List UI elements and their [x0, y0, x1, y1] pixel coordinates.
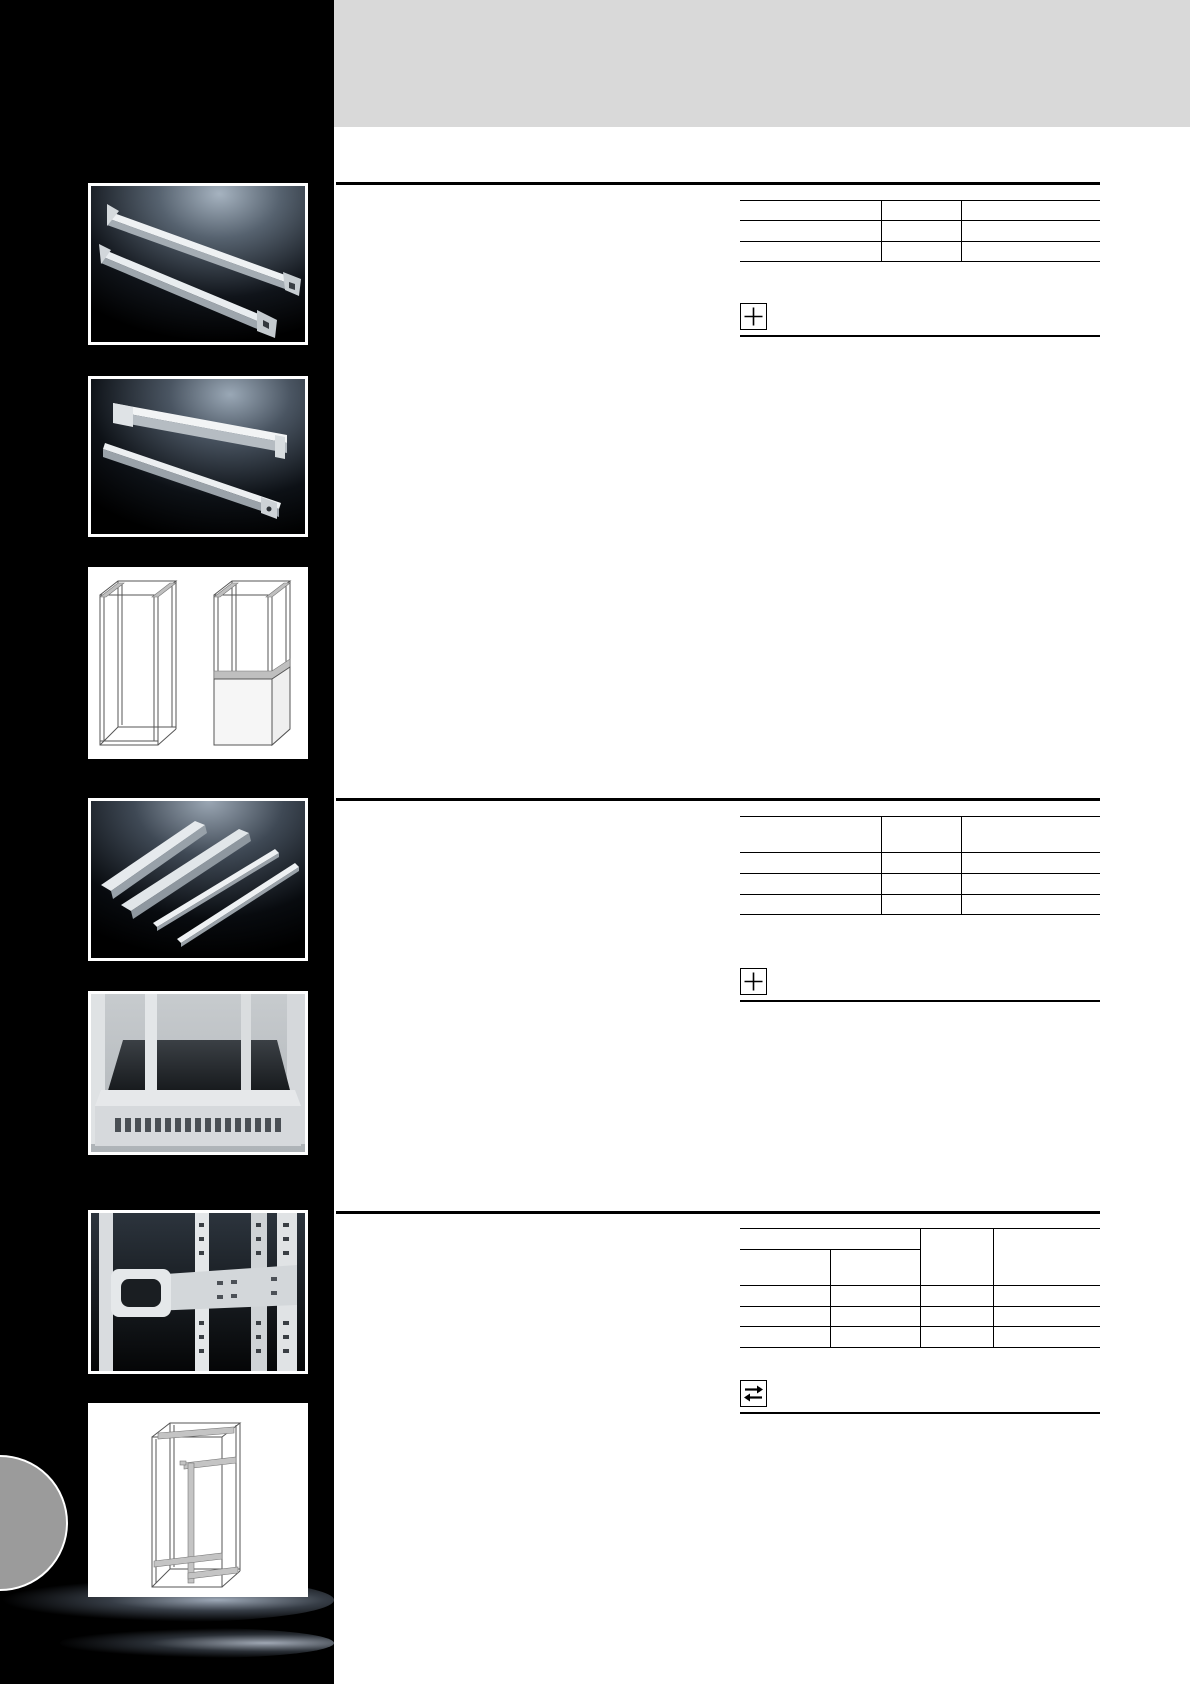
rails-photo: [91, 379, 305, 534]
bracket-photo: [91, 1213, 305, 1371]
table-cell: [993, 1229, 1100, 1286]
section-2-spec-table: [740, 816, 1100, 915]
table-cell: [920, 1307, 993, 1327]
table-cell: [740, 853, 881, 874]
product-photo-rails-3: [88, 798, 308, 961]
product-photo-rails-1: [88, 183, 308, 345]
table-cell: [740, 201, 881, 221]
table-row: [740, 1307, 1100, 1327]
table-cell: [740, 1327, 830, 1348]
cabinet-drawing-1: [88, 567, 308, 759]
section-1-accessory-rule: [740, 335, 1100, 337]
section-2-accessory-rule: [740, 1000, 1100, 1002]
product-photo-mounting-bracket: [88, 1210, 308, 1374]
swap-arrows-icon: [741, 1381, 766, 1406]
table-cell: [881, 221, 961, 242]
table-row: [740, 242, 1100, 262]
table-cell: [920, 1229, 993, 1286]
accessory-plus-icon: [740, 303, 767, 330]
table-row: [740, 1286, 1100, 1307]
table-header-row: [740, 1229, 1100, 1250]
table-cell: [993, 1307, 1100, 1327]
section-2-rule: [336, 798, 1100, 801]
table-group-header-cell: [740, 1229, 920, 1250]
section-3-spec-table: [740, 1228, 1100, 1348]
table-cell: [740, 895, 881, 915]
table-cell: [961, 221, 1100, 242]
table-cell: [961, 874, 1100, 895]
table-cell: [740, 817, 881, 853]
table-cell: [961, 201, 1100, 221]
table-cell: [740, 1307, 830, 1327]
table-header-row: [740, 201, 1100, 221]
table-cell: [740, 1286, 830, 1307]
table-cell: [881, 874, 961, 895]
rails-photo: [91, 801, 305, 958]
table-cell: [830, 1327, 920, 1348]
table-cell: [961, 853, 1100, 874]
table-cell: [830, 1250, 920, 1286]
table-row: [740, 874, 1100, 895]
rails-photo: [91, 186, 305, 342]
table-cell: [881, 853, 961, 874]
cabinet-drawing-2: [88, 1403, 308, 1597]
table-cell: [740, 242, 881, 262]
section-1-rule: [336, 182, 1100, 185]
section-3-rule: [336, 1211, 1100, 1214]
sidebar-light-streak-lower: [60, 1628, 334, 1658]
table-cell: [881, 817, 961, 853]
plus-icon: [741, 969, 766, 994]
table-cell: [881, 895, 961, 915]
table-cell: [993, 1286, 1100, 1307]
product-photo-cabinet-base: [88, 991, 308, 1155]
table-header-row: [740, 817, 1100, 853]
table-row: [740, 1327, 1100, 1348]
product-photo-rails-2: [88, 376, 308, 537]
section-1-spec-table: [740, 200, 1100, 262]
table-cell: [830, 1307, 920, 1327]
table-cell: [740, 874, 881, 895]
cabinet-base-photo: [91, 994, 305, 1152]
table-cell: [830, 1286, 920, 1307]
table-cell: [740, 1250, 830, 1286]
cabinet-line-drawing: [88, 1403, 308, 1597]
alternative-swap-icon: [740, 1380, 767, 1407]
table-cell: [920, 1327, 993, 1348]
table-cell: [881, 201, 961, 221]
header-band: [334, 0, 1190, 127]
plus-icon: [741, 304, 766, 329]
table-row: [740, 895, 1100, 915]
section-3-accessory-rule: [740, 1412, 1100, 1414]
table-cell: [961, 895, 1100, 915]
table-cell: [881, 242, 961, 262]
table-cell: [740, 221, 881, 242]
table-cell: [993, 1327, 1100, 1348]
table-row: [740, 221, 1100, 242]
table-row: [740, 853, 1100, 874]
table-cell: [961, 242, 1100, 262]
table-cell: [961, 817, 1100, 853]
cabinet-line-drawing: [88, 567, 308, 759]
table-cell: [920, 1286, 993, 1307]
accessory-plus-icon: [740, 968, 767, 995]
